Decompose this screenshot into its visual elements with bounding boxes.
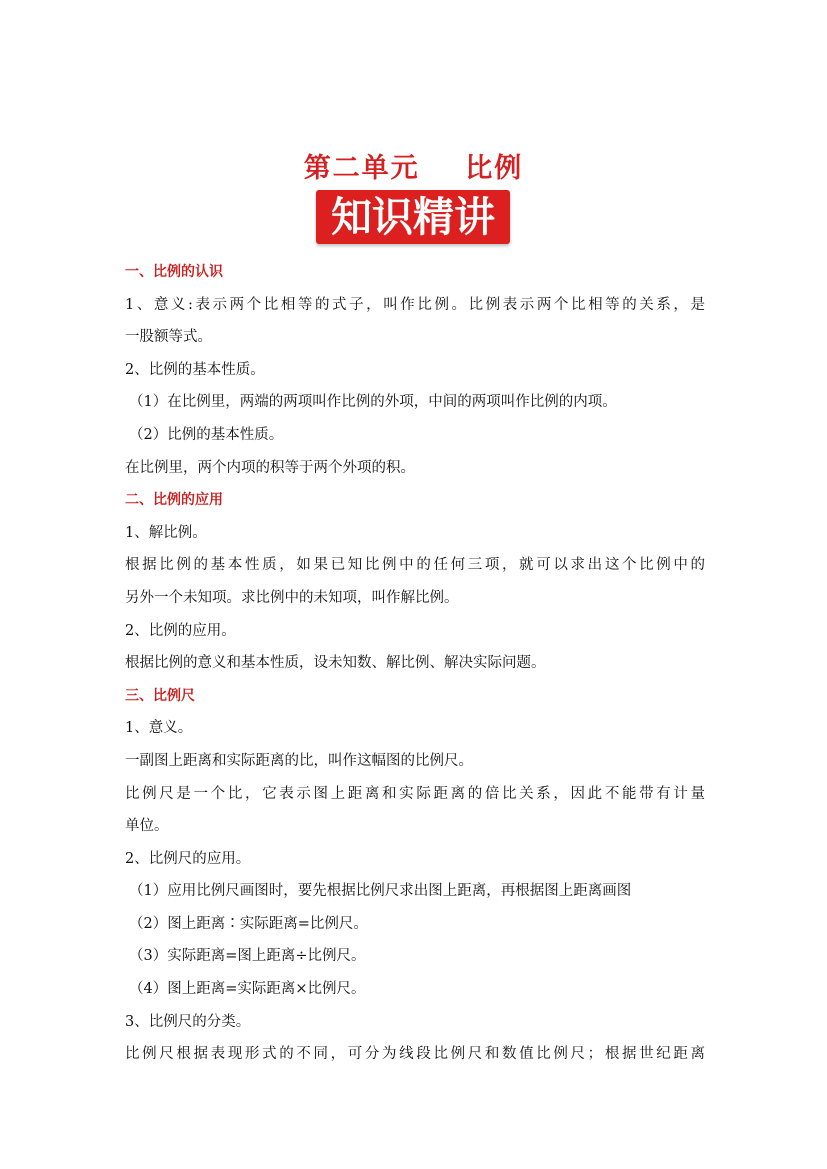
paragraph-line: 比例尺根据表现形式的不同，可分为线段比例尺和数值比例尺；根据世纪距离 [125,1046,705,1063]
paragraph-line: 根据比例的基本性质，如果已知比例中的任何三项，就可以求出这个比例中的 [125,557,705,574]
paragraph-line: 2、比例的应用。 [125,622,236,639]
paragraph-line: 1、解比例。 [125,524,207,541]
banner-label: 知识精讲 [331,193,495,241]
paragraph-line: 2、比例的基本性质。 [125,361,265,378]
page-title: 第二单元 比例 [303,153,524,184]
section-heading: 二、比例的应用 [125,492,223,509]
sub-item-line: （2）比例的基本性质。 [129,426,284,443]
sub-item-line: （4）图上距离=实际距离×比例尺。 [129,981,366,998]
paragraph-line: 2、比例尺的应用。 [125,850,251,867]
paragraph-line: 一股额等式。 [125,329,212,346]
sub-item-line: （2）图上距离∶实际距离=比例尺。 [129,915,368,932]
paragraph-line: 在比例里，两个内项的积等于两个外项的积。 [125,459,415,476]
paragraph-line: 一副图上距离和实际距离的比，叫作这幅图的比例尺。 [125,752,473,769]
paragraph-line: 另外一个未知项。求比例中的未知项，叫作解比例。 [125,589,459,606]
paragraph-line: 比例尺是一个比，它表示图上距离和实际距离的倍比关系，因此不能带有计量 [125,785,705,802]
paragraph-line: 3、比例尺的分类。 [125,1013,251,1030]
sub-item-line: （3）实际距离=图上距离÷比例尺。 [129,948,366,965]
paragraph-line: 1、意义:表示两个比相等的式子，叫作比例。比例表示两个比相等的关系，是 [125,296,705,313]
knowledge-banner [316,190,510,244]
paragraph-line: 根据比例的意义和基本性质，设未知数、解比例、解决实际问题。 [125,655,546,672]
document-body [125,256,705,1071]
sub-item-line: （1）在比例里，两端的两项叫作比例的外项，中间的两项叫作比例的内项。 [129,394,617,411]
section-heading: 三、比例尺 [125,687,195,704]
paragraph-line: 1、意义。 [125,720,193,737]
sub-item-line: （1）应用比例尺画图时，要先根据比例尺求出图上距离，再根据图上距离画图 [129,883,632,900]
section-heading: 一、比例的认识 [125,264,223,280]
paragraph-line: 单位。 [125,818,169,835]
